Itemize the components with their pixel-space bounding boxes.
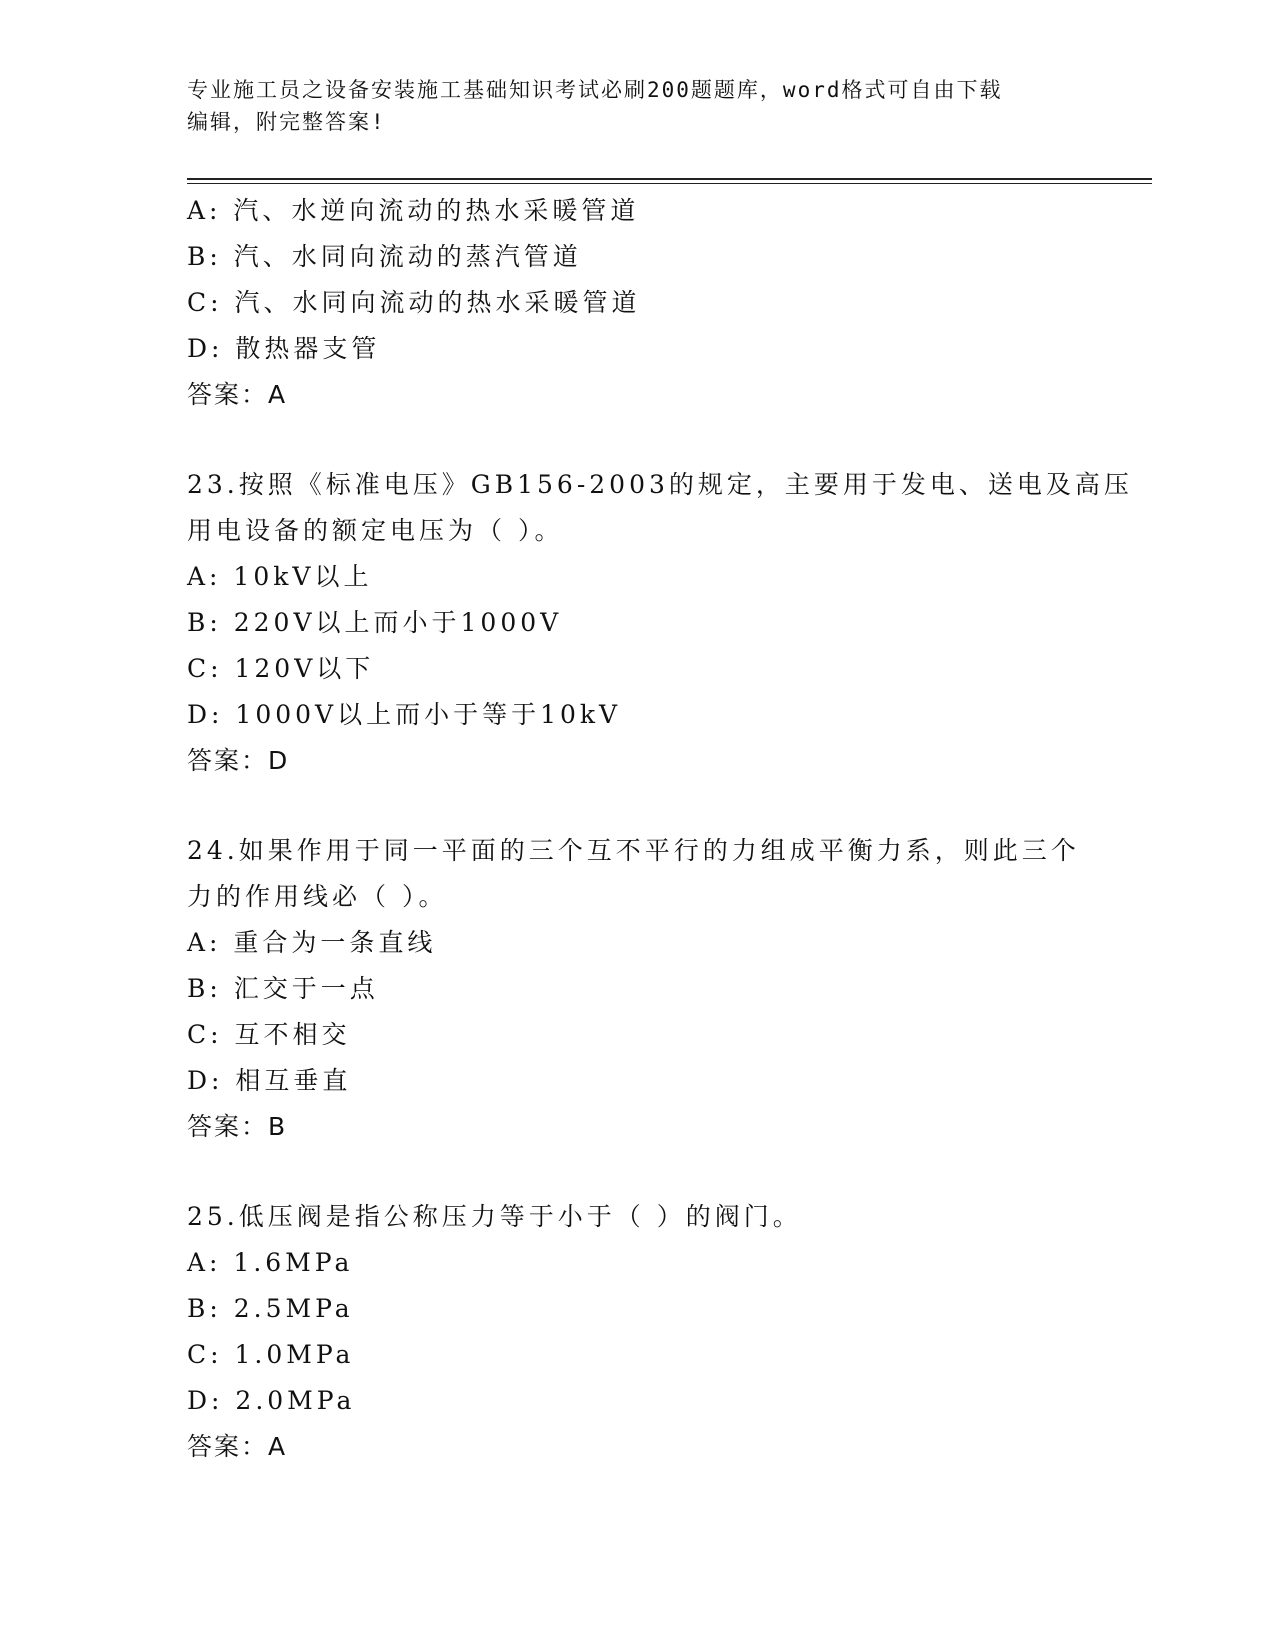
option-c: C: 1.0MPa [187,1340,355,1369]
question-23 [187,462,1133,784]
option-d: D: 相互垂直 [187,1066,352,1095]
question-24 [187,828,1087,1150]
option-b: B: 220V以上而小于1000V [187,608,563,637]
option-a: A: 汽、水逆向流动的热水采暖管道 [187,196,640,225]
question-list [187,188,1133,1470]
option-d: D: 1000V以上而小于等于10kV [187,700,622,729]
answer-label: 答案：B [187,1112,288,1141]
header-divider-thick [187,178,1152,180]
question-text-line-1: 25.低压阀是指公称压力等于小于（ ）的阀门。 [187,1202,802,1231]
option-b: B: 汽、水同向流动的蒸汽管道 [187,242,582,271]
option-c: C: 120V以下 [187,654,375,683]
option-d: D: 2.0MPa [187,1386,356,1415]
question-25 [187,1194,1087,1470]
option-b: B: 2.5MPa [187,1294,354,1323]
question-text-line-2: 用电设备的额定电压为（ ）。 [187,516,564,545]
option-c: C: 互不相交 [187,1020,351,1049]
header-title-line-2: 编辑，附完整答案! [187,110,386,134]
option-a: A: 1.6MPa [187,1248,354,1277]
option-b: B: 汇交于一点 [187,974,379,1003]
question-text-line-2: 力的作用线必（ ）。 [187,882,448,911]
option-a: A: 10kV以上 [187,562,373,591]
header-divider-thin [187,183,1152,184]
option-d: D: 散热器支管 [187,334,381,363]
question-text-line-1: 23.按照《标准电压》GB156-2003的规定，主要用于发电、送电及高压 [187,470,1133,499]
header-title-line-1: 专业施工员之设备安装施工基础知识考试必刷200题题库，word格式可自由下载 [187,78,1003,102]
question-22 [187,188,1087,418]
answer-label: 答案：A [187,380,288,409]
option-a: A: 重合为一条直线 [187,928,437,957]
answer-label: 答案：D [187,746,290,775]
answer-label: 答案：A [187,1432,288,1461]
question-text-line-1: 24.如果作用于同一平面的三个互不平行的力组成平衡力系，则此三个 [187,836,1080,865]
document-header [187,74,1067,138]
option-c: C: 汽、水同向流动的热水采暖管道 [187,288,641,317]
